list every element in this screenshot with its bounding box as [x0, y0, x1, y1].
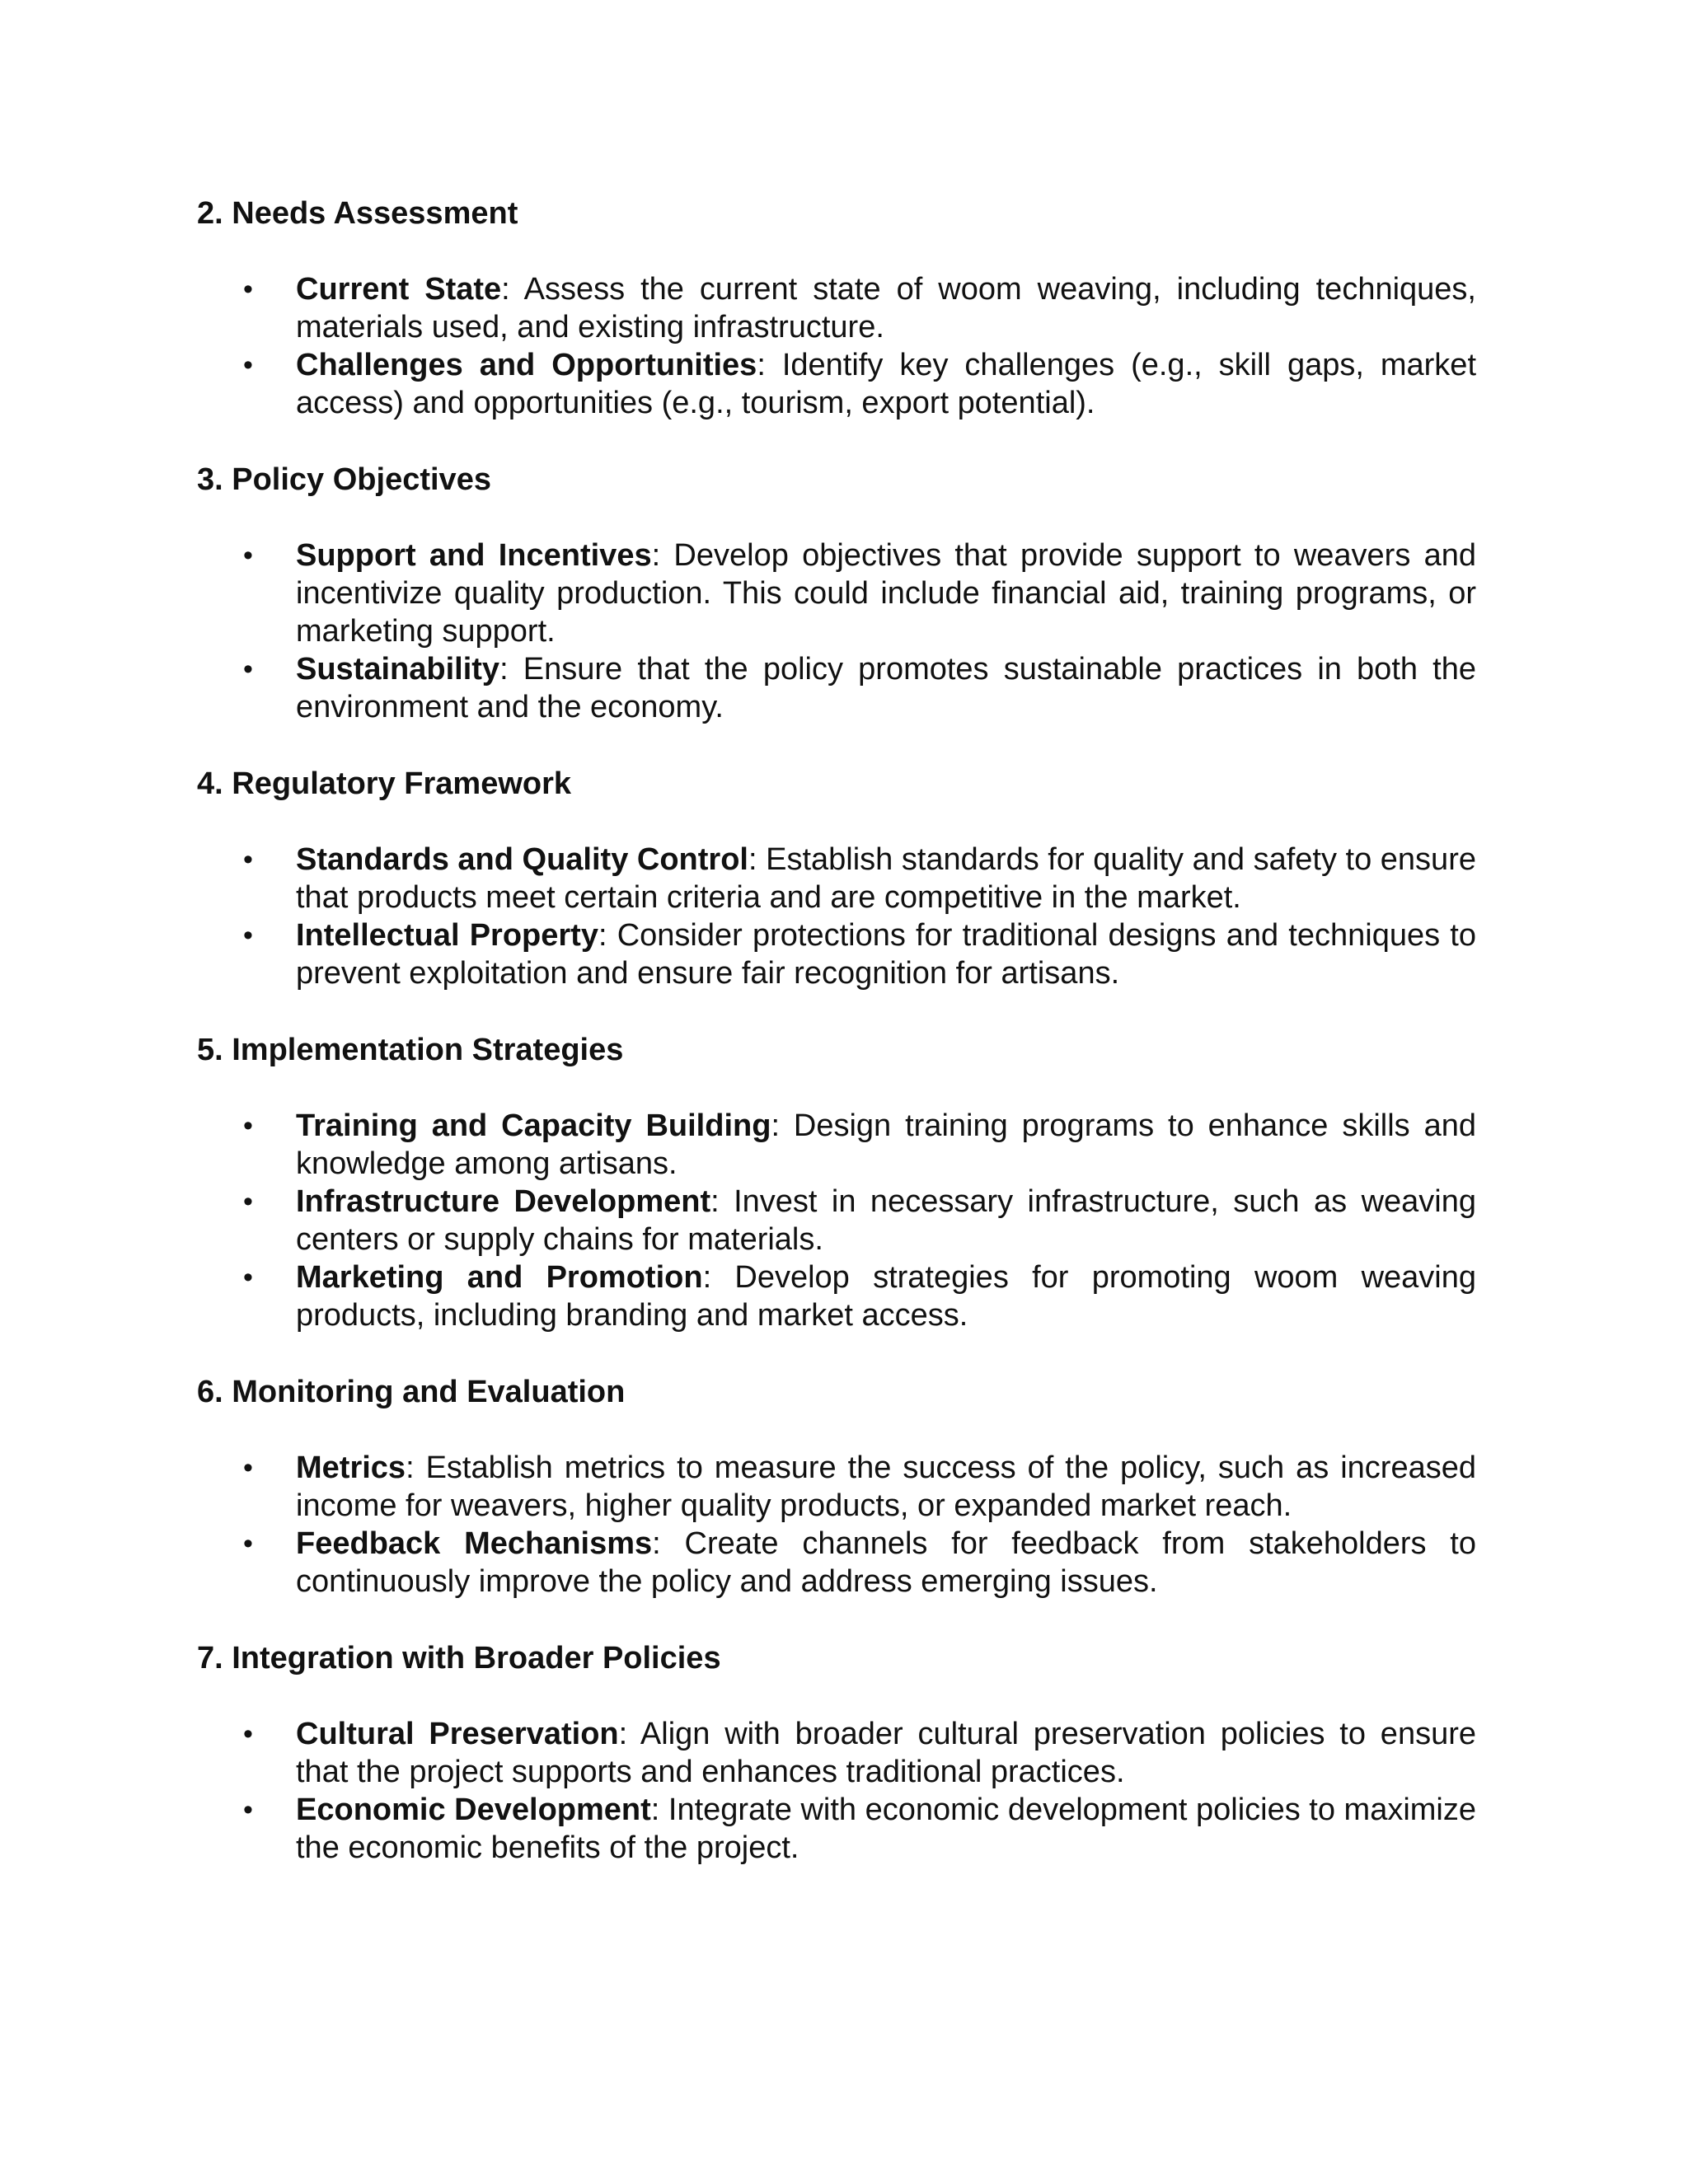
section-heading: 5. Implementation Strategies: [197, 1033, 624, 1067]
bullet-icon: •: [243, 540, 253, 571]
item-description: : Align with broader cultural preservation policies to ensure that the project supports and enhances traditional practices.: [296, 1717, 1476, 1789]
item-description: : Establish metrics to measure the success of the policy, such as increased income for weavers, higher quality products, or expanded market reach.: [296, 1451, 1476, 1523]
item-description: : Consider protections for traditional designs and techniques to prevent exploitation and ensure fair recognition for artisans.: [296, 918, 1476, 991]
list-item: [197, 1715, 1476, 1791]
bullet-icon: •: [243, 1110, 253, 1141]
item-description: : Integrate with economic development policies to maximize the economic benefits of the project.: [296, 1793, 1476, 1865]
bullet-icon: •: [243, 1528, 253, 1559]
list-item: [197, 1525, 1476, 1601]
section-heading: 7. Integration with Broader Policies: [197, 1641, 721, 1675]
item-term: Economic Development: [296, 1793, 651, 1827]
bullet-icon: •: [243, 349, 253, 381]
list-item: [197, 1183, 1476, 1258]
item-description: : Develop strategies for promoting woom weaving products, including branding and market access.: [296, 1260, 1476, 1333]
list-item: [197, 1449, 1476, 1525]
bullet-list: [197, 1715, 1476, 1867]
item-term: Infrastructure Development: [296, 1184, 711, 1219]
document-section: [197, 461, 1476, 726]
section-heading: 2. Needs Assessment: [197, 196, 518, 231]
section-heading: 3. Policy Objectives: [197, 462, 491, 497]
bullet-list: [197, 1107, 1476, 1334]
bullet-list: [197, 270, 1476, 422]
item-term: Support and Incentives: [296, 538, 652, 573]
bullet-list: [197, 841, 1476, 992]
item-description: : Invest in necessary infrastructure, such as weaving centers or supply chains for materials.: [296, 1184, 1476, 1257]
bullet-icon: •: [243, 920, 253, 951]
list-item: [197, 841, 1476, 916]
item-term: Metrics: [296, 1451, 406, 1485]
list-item: [197, 1791, 1476, 1867]
list-item: [197, 1107, 1476, 1183]
list-item: [197, 270, 1476, 346]
list-item: [197, 1258, 1476, 1334]
item-description: : Develop objectives that provide support to weavers and incentivize quality production. This could include financial aid, training programs, or marketing support.: [296, 538, 1476, 649]
item-description: : Design training programs to enhance skills and knowledge among artisans.: [296, 1108, 1476, 1181]
list-item: [197, 346, 1476, 422]
list-item: [197, 537, 1476, 650]
document-section: [197, 1639, 1476, 1867]
list-item: [197, 916, 1476, 992]
document-section: [197, 194, 1476, 422]
item-description: : Assess the current state of woom weaving, including techniques, materials used, and existing infrastructure.: [296, 272, 1476, 344]
item-description: : Identify key challenges (e.g., skill gaps, market access) and opportunities (e.g., tourism, export potential).: [296, 348, 1476, 420]
item-description: : Create channels for feedback from stakeholders to continuously improve the policy and address emerging issues.: [296, 1526, 1476, 1599]
item-term: Marketing and Promotion: [296, 1260, 703, 1295]
document-section: [197, 1031, 1476, 1334]
item-description: : Ensure that the policy promotes sustainable practices in both the environment and the economy.: [296, 652, 1476, 724]
item-term: Intellectual Property: [296, 918, 598, 953]
item-description: : Establish standards for quality and safety to ensure that products meet certain criteria and are competitive in the market.: [296, 842, 1476, 915]
document-body: [197, 194, 1476, 1905]
bullet-icon: •: [243, 274, 253, 305]
document-section: [197, 765, 1476, 992]
item-term: Cultural Preservation: [296, 1717, 619, 1751]
bullet-list: [197, 537, 1476, 726]
bullet-icon: •: [243, 844, 253, 875]
item-term: Standards and Quality Control: [296, 842, 748, 877]
section-heading: 4. Regulatory Framework: [197, 766, 572, 801]
item-term: Feedback Mechanisms: [296, 1526, 653, 1561]
bullet-list: [197, 1449, 1476, 1601]
item-term: Sustainability: [296, 652, 500, 687]
section-heading: 6. Monitoring and Evaluation: [197, 1375, 626, 1409]
item-term: Training and Capacity Building: [296, 1108, 771, 1143]
document-section: [197, 1373, 1476, 1601]
bullet-icon: •: [243, 1262, 253, 1293]
item-term: Current State: [296, 272, 502, 307]
bullet-icon: •: [243, 1718, 253, 1750]
bullet-icon: •: [243, 1452, 253, 1483]
item-term: Challenges and Opportunities: [296, 348, 757, 382]
bullet-icon: •: [243, 1794, 253, 1825]
list-item: [197, 650, 1476, 726]
bullet-icon: •: [243, 1186, 253, 1217]
bullet-icon: •: [243, 654, 253, 685]
